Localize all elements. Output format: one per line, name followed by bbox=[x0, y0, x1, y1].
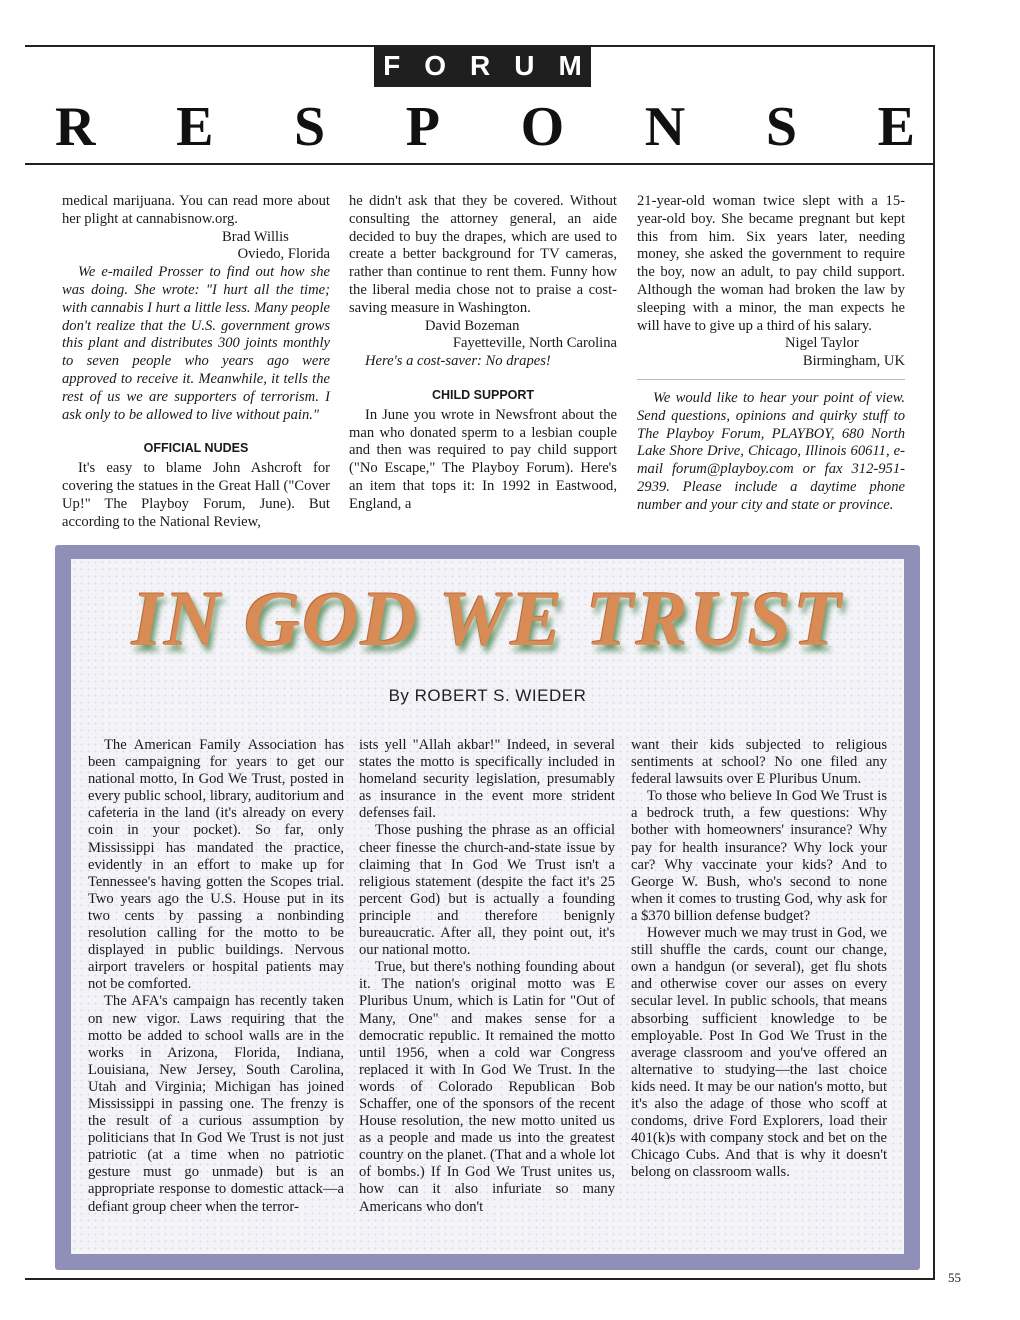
letter-signature-name: Nigel Taylor bbox=[785, 335, 859, 352]
article-paragraph: To those who believe In God We Trust is a bedrock truth, a few questions: Why bother with homeowners' insurance? Why pay for health insurance? Why lock your car? Why vaccinate your kids? And to George W. Bush, who's second to none when it comes to trusting God, why ask for a $370 billion defense budget? bbox=[631, 788, 887, 924]
article-paragraph: The American Family Association has been campaigning for years to get our national motto, In God We Trust, posted in every public school, library, auditorium and cafeteria in the land (it's already on every coin in your pocket). So far, only Mississippi has mandated the practice, evidently in an effort to make up for Tennessee's having gotten the Scopes trial. Two years ago the U.S. House put in its two cents by passing a nonbinding resolution calling for the motto to be displayed in public buildings. Nervous airport travelers or hospital patients may not be comforted. bbox=[88, 737, 344, 993]
editor-reply: Here's a cost-saver: No drapes! bbox=[365, 353, 551, 370]
letter-text: he didn't ask that they be covered. Without consulting the attorney general, an aide decided to buy the drapes, which are used to create a better background for TV cameras, rather than continue to rent them. Funny how the liberal media chose not to praise a cost-saving measure in Washington. bbox=[349, 193, 617, 316]
letters-column-3 bbox=[637, 193, 905, 515]
letter-signature-place: Fayetteville, North Carolina bbox=[452, 335, 617, 352]
letter-text: medical marijuana. You can read more about her plight at cannabisnow.org. bbox=[62, 193, 330, 227]
letter-signature-place: Oviedo, Florida bbox=[237, 246, 330, 263]
article-paragraph: True, but there's nothing founding about it. The nation's original motto was E Pluribus Unum, which is Latin for "Out of Many, One" and makes sense for a democratic republic. It remained the motto until 1956, when a cold war Congress replaced it with In God We Trust. In the words of Colorado Republican Bob Schaffer, one of the sponsors of the recent House resolution, the new motto united us as a people and made us into the greatest country on the planet. (That and a whole lot of bombs.) If In God We Trust unites us, how can it also infuriate so many Americans who don't bbox=[359, 959, 615, 1215]
letter-signature-name: David Bozeman bbox=[425, 317, 520, 334]
sidebar-column-2 bbox=[359, 737, 615, 1216]
bottom-border bbox=[25, 1278, 935, 1280]
article-paragraph: However much we may trust in God, we still shuffle the cards, count our change, own a handgun (or several), get flu shots and otherwise cover our asses on every secular level. In public schools, that means absorbing sufficient knowledge to be employable. Post In God We Trust in the average classroom and you've offered an alternative to studying—the last choice kids need. It may be our nation's motto, but it's also the adage of those who scoff at condoms, drive Ford Explorers, load their 401(k)s with company stock and bet on the Chicago Cubs. And that is why it doesn't belong on classroom walls. bbox=[631, 925, 887, 1181]
article-paragraph: want their kids subjected to religious sentiments at school? No one filed any federal lawsuits over E Pluribus Unum. bbox=[631, 737, 887, 788]
response-letter: E bbox=[877, 96, 915, 158]
response-heading bbox=[55, 95, 915, 159]
sidebar-column-1 bbox=[88, 737, 344, 1216]
sidebar-article bbox=[55, 545, 920, 1270]
sidebar-byline: By ROBERT S. WIEDER bbox=[388, 686, 587, 705]
forum-label-box bbox=[374, 45, 606, 87]
response-letter: R bbox=[55, 96, 96, 158]
response-letter: S bbox=[294, 96, 326, 158]
response-letter: O bbox=[520, 96, 565, 158]
letter-text: It's easy to blame John Ashcroft for covering the statues in the Great Hall ("Cover Up!" The Playboy Forum, June). But according to the National Review, bbox=[62, 460, 330, 530]
letter-signature-name: Brad Willis bbox=[222, 228, 289, 245]
article-paragraph: The AFA's campaign has recently taken on new vigor. Laws requiring that the motto be added to school walls are in the works in Arizona, Florida, Indiana, Louisiana, New Jersey, South Carolina, Utah and Virginia; Michigan has joined Mississippi in passing one. The frenzy is the result of a curious assumption by politicians that In God We Trust is not just patriotic (at a time when no patriotic gesture must go unmade) but is an appropriate response to domestic attack—a defiant group cheer when the terror- bbox=[88, 993, 344, 1215]
column-divider bbox=[637, 379, 905, 380]
header-rule bbox=[25, 163, 935, 165]
response-letter: E bbox=[176, 96, 214, 158]
section-heading: OFFICIAL NUDES bbox=[143, 441, 249, 456]
editor-reply: We e-mailed Prosser to find out how she was doing. She wrote: "I hurt all the time; with cannabis I hurt a little less. Many people don't realize that the U.S. government grows this plant and distributes 300 joints monthly to seven people who years ago were approved to receive it. Meanwhile, it tells the rest of us we are supporters of terrorism. I ask only to be allowed to live without pain." bbox=[62, 264, 330, 423]
response-letter: N bbox=[644, 96, 686, 158]
letter-signature-place: Birmingham, UK bbox=[802, 353, 905, 370]
letters-column-1 bbox=[62, 193, 330, 531]
letter-text: In June you wrote in Newsfront about the man who donated sperm to a lesbian couple and then was required to pay child support ("No Escape," The Playboy Forum). Here's an item that tops it: In 1992 in Eastwood, England, a bbox=[349, 406, 617, 512]
forum-label: FORUM bbox=[383, 50, 606, 81]
right-border bbox=[933, 45, 935, 1280]
letter-text: 21-year-old woman twice slept with a 15-year-old boy. She became pregnant but kept this from him. Six years later, needing money, she asked the government to require the boy, now an adult, to pay child support. Although the woman had broken the law by sleeping with a minor, the man expects he will have to give up a third of his salary. bbox=[637, 193, 905, 334]
sidebar-panel bbox=[71, 559, 904, 1254]
sidebar-title: IN GOD WE TRUST bbox=[131, 575, 844, 662]
article-paragraph: Those pushing the phrase as an official cheer finesse the church-and-state issue by claiming that In God We Trust isn't a religious statement (despite the fact it's 25 percent God) but is actually a founding principle and therefore benignly bureaucratic. After all, they point out, it's our national motto. bbox=[359, 822, 615, 959]
page-number: 55 bbox=[948, 1270, 961, 1285]
response-letter: P bbox=[405, 96, 441, 158]
submission-invitation: We would like to hear your point of view. Send questions, opinions and quirky stuff to The Playboy Forum, PLAYBOY, 680 North Lake Shore Drive, Chicago, Illinois 60611, e-mail forum@playboy.com or fax 312-951-2939. Please include a daytime phone number and your city and state or province. bbox=[637, 389, 905, 513]
response-letter: S bbox=[765, 96, 798, 158]
sidebar-column-3 bbox=[631, 737, 887, 1181]
section-heading: CHILD SUPPORT bbox=[431, 387, 535, 402]
letters-column-2 bbox=[349, 193, 617, 514]
article-paragraph: ists yell "Allah akbar!" Indeed, in several states the motto is specifically included in homeland security legislation, presumably as insurance in the event more strident defenses fail. bbox=[359, 737, 615, 822]
